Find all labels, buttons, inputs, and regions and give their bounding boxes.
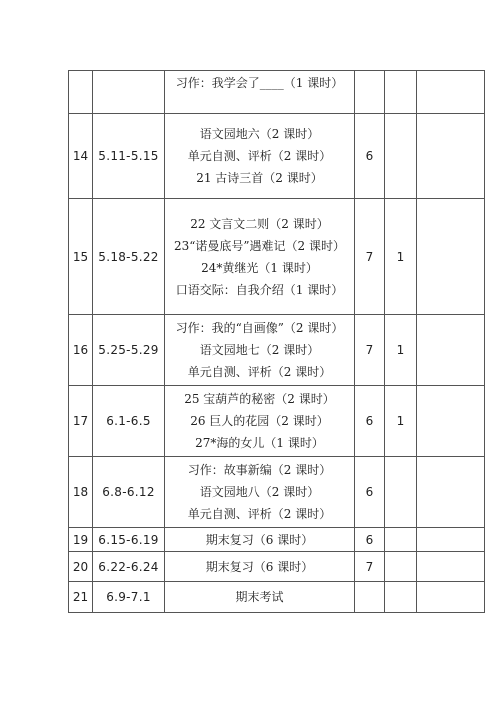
table-row: [69, 582, 485, 613]
lesson-line: 期末复习（6 课时）: [205, 532, 314, 547]
extra-cell: [385, 552, 417, 582]
date-range-cell: 5.11-5.15: [93, 114, 165, 199]
week-cell: 20: [69, 552, 93, 582]
lesson-line: 习作：我的“自画像”（2 课时）: [175, 321, 344, 335]
lesson-line: 语文园地七（2 课时）: [199, 343, 320, 357]
date-range-cell: 6.22-6.24: [93, 552, 165, 582]
table-row: [69, 386, 485, 457]
lesson-line: 习作：故事新编（2 课时）: [187, 463, 332, 477]
lesson-line: 单元自测、评析（2 课时）: [187, 365, 332, 379]
content-cell: [165, 315, 355, 386]
notes-cell: [417, 457, 485, 528]
hours-cell: 7: [355, 552, 385, 582]
date-range-cell: [93, 71, 165, 114]
date-range-cell: 5.18-5.22: [93, 199, 165, 315]
content-cell: [165, 386, 355, 457]
extra-cell: [385, 114, 417, 199]
lesson-line: 语文园地八（2 课时）: [199, 485, 320, 499]
lesson-line: 期末考试: [235, 590, 284, 604]
content-cell: [165, 582, 355, 613]
date-range-cell: 6.1-6.5: [93, 386, 165, 457]
lesson-line: 单元自测、评析（2 课时）: [187, 507, 332, 521]
hours-cell: 6: [355, 528, 385, 552]
extra-cell: 1: [385, 386, 417, 457]
content-cell: [165, 552, 355, 582]
notes-cell: [417, 386, 485, 457]
hours-cell: 6: [355, 386, 385, 457]
lesson-line: 期末复习（6 课时）: [205, 559, 314, 574]
content-cell: [165, 114, 355, 199]
extra-cell: 1: [385, 315, 417, 386]
notes-cell: [417, 552, 485, 582]
content-cell: [165, 457, 355, 528]
date-range-cell: 6.8-6.12: [93, 457, 165, 528]
hours-cell: 7: [355, 199, 385, 315]
date-range-cell: 5.25-5.29: [93, 315, 165, 386]
table-row: [69, 457, 485, 528]
content-cell: [165, 71, 355, 114]
extra-cell: [385, 582, 417, 613]
table-row: [69, 71, 485, 114]
table-row: [69, 315, 485, 386]
table-row: [69, 528, 485, 552]
notes-cell: [417, 315, 485, 386]
week-cell: 15: [69, 199, 93, 315]
lesson-line: 单元自测、评析（2 课时）: [187, 149, 332, 163]
content-cell: [165, 528, 355, 552]
extra-cell: 1: [385, 199, 417, 315]
week-cell: 17: [69, 386, 93, 457]
notes-cell: [417, 71, 485, 114]
table-row: [69, 552, 485, 582]
teaching-schedule-table: [68, 70, 485, 613]
notes-cell: [417, 582, 485, 613]
hours-cell: [355, 71, 385, 114]
date-range-cell: 6.15-6.19: [93, 528, 165, 552]
lesson-line: 26 巨人的花园（2 课时）: [190, 414, 329, 428]
hours-cell: 6: [355, 457, 385, 528]
hours-cell: [355, 582, 385, 613]
week-cell: 19: [69, 528, 93, 552]
extra-cell: [385, 528, 417, 552]
extra-cell: [385, 71, 417, 114]
table-row: [69, 199, 485, 315]
hours-cell: 7: [355, 315, 385, 386]
notes-cell: [417, 199, 485, 315]
table-row: [69, 114, 485, 199]
lesson-line: 21 古诗三首（2 课时）: [196, 171, 323, 185]
notes-cell: [417, 528, 485, 552]
lesson-line: 24*黄继光（1 课时）: [201, 260, 318, 275]
content-cell: [165, 199, 355, 315]
hours-cell: 6: [355, 114, 385, 199]
week-cell: 18: [69, 457, 93, 528]
lesson-line: 22 文言文二则（2 课时）: [190, 216, 329, 231]
date-range-cell: 6.9-7.1: [93, 582, 165, 613]
lesson-line: 语文园地六（2 课时）: [199, 127, 320, 141]
week-cell: 14: [69, 114, 93, 199]
lesson-line: 25 宝葫芦的秘密（2 课时）: [184, 392, 335, 406]
lesson-line: 习作：我学会了____（1 课时）: [175, 76, 344, 90]
notes-cell: [417, 114, 485, 199]
extra-cell: [385, 457, 417, 528]
lesson-line: 27*海的女儿（1 课时）: [195, 436, 324, 450]
lesson-line: 口语交际：自我介绍（1 课时）: [175, 282, 344, 297]
lesson-line: 23“诺曼底号”遇难记（2 课时）: [174, 238, 345, 253]
week-cell: 16: [69, 315, 93, 386]
week-cell: [69, 71, 93, 114]
week-cell: 21: [69, 582, 93, 613]
